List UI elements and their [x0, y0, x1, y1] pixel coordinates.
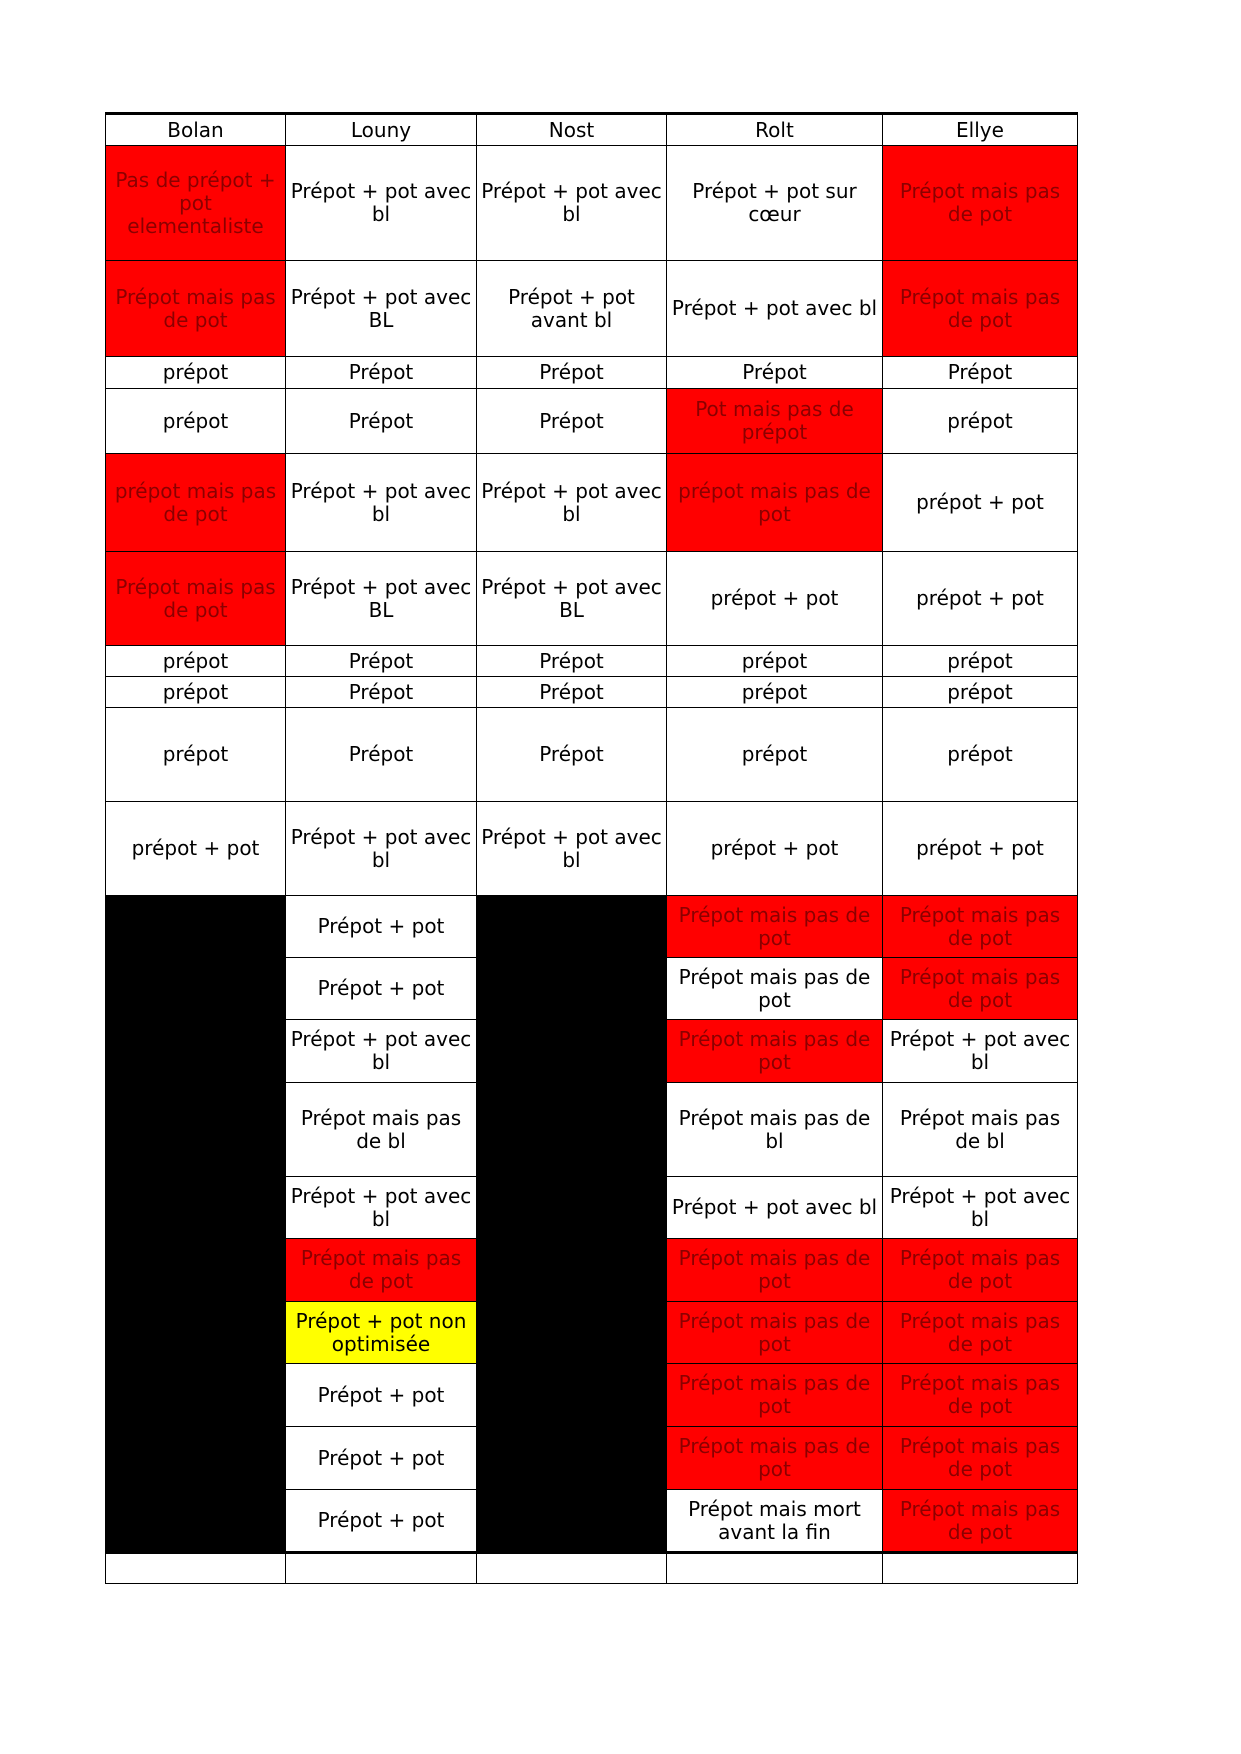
table-row: [106, 1302, 1078, 1364]
table-cell: Prépot + pot avec bl: [883, 1177, 1078, 1239]
table-cell: [883, 1427, 1078, 1490]
table-cell: [106, 1177, 286, 1239]
table-cell: Prépot: [477, 677, 667, 708]
table-cell: prépot: [667, 708, 883, 802]
table-cell: Prépot: [286, 677, 477, 708]
table-cell: Prépot + pot sur cœur: [667, 146, 883, 261]
table-cell: prépot + pot: [883, 454, 1078, 552]
table-cell: [106, 1427, 286, 1490]
table-row: [106, 958, 1078, 1020]
table-cell: [883, 1302, 1078, 1364]
cell-text: Prépot mais pas de pot: [678, 1434, 871, 1481]
table-cell: Prépot + pot non optimisée: [286, 1302, 477, 1364]
table-cell: Prépot: [667, 357, 883, 389]
cell-text: Prépot mais pas de pot: [678, 1371, 871, 1418]
cell-text: prépot mais pas de pot: [678, 478, 871, 526]
table-cell: Prépot mais pas de pot: [667, 958, 883, 1020]
table-cell: [286, 1553, 477, 1584]
table-cell: [667, 1427, 883, 1490]
table-cell: Prépot + pot avec bl: [286, 454, 477, 552]
cell-text: Prépot mais pas de pot: [899, 1308, 1061, 1356]
table-row: [106, 146, 1078, 261]
table-cell: [106, 958, 286, 1020]
table-cell: [106, 1020, 286, 1083]
table-cell: [883, 261, 1078, 357]
table-cell: [106, 1364, 286, 1427]
table-cell: [106, 1302, 286, 1364]
table-cell: [106, 1553, 286, 1584]
table-cell: Prépot: [477, 357, 667, 389]
table-row: [106, 1553, 1078, 1584]
table-cell: Prépot + pot: [286, 1364, 477, 1427]
table-cell: Prépot: [477, 646, 667, 677]
table-row: [106, 1020, 1078, 1083]
table-cell: Prépot + pot avec bl: [477, 454, 667, 552]
table-cell: [883, 896, 1078, 958]
table-row: [106, 646, 1078, 677]
table-cell: [106, 896, 286, 958]
table-row: [106, 802, 1078, 896]
table-row: [106, 708, 1078, 802]
table-cell: [883, 958, 1078, 1020]
table-cell: prépot: [106, 389, 286, 454]
table-row: [106, 677, 1078, 708]
table-cell: Prépot: [286, 389, 477, 454]
table-cell: [667, 1302, 883, 1364]
table-cell: prépot: [106, 646, 286, 677]
cell-text: Prépot mais pas de pot: [899, 902, 1061, 950]
table-cell: prépot: [883, 677, 1078, 708]
cell-text: Prépot mais pas de pot: [678, 902, 871, 950]
cell-text: Prépot mais pas de pot: [115, 284, 276, 332]
table-cell: Prépot: [477, 389, 667, 454]
table-cell: [106, 454, 286, 552]
table-cell: [883, 1553, 1078, 1584]
cell-text: Prépot mais pas de pot: [899, 1496, 1061, 1544]
cell-text: Prépot mais pas de pot: [899, 1371, 1061, 1418]
table-cell: [477, 896, 667, 958]
cell-text: Prépot mais pas de pot: [678, 1246, 871, 1293]
table-cell: [477, 1177, 667, 1239]
table-cell: prépot: [883, 646, 1078, 677]
table-cell: [477, 1020, 667, 1083]
table-row: [106, 357, 1078, 389]
table-cell: Prépot + pot: [286, 1490, 477, 1553]
column-header-rolt: Rolt: [667, 114, 883, 146]
table-row: [106, 1490, 1078, 1553]
cell-text: prépot mais pas de pot: [114, 478, 277, 526]
table-cell: [667, 454, 883, 552]
header-row: [106, 114, 1078, 146]
table-row: [106, 896, 1078, 958]
table-cell: Prépot: [286, 357, 477, 389]
table-cell: Prépot: [477, 708, 667, 802]
table-row: [106, 261, 1078, 357]
table-cell: [477, 958, 667, 1020]
cell-text: Prépot mais pas de pot: [115, 574, 276, 622]
table-cell: [477, 1427, 667, 1490]
table-cell: Prépot + pot avec bl: [286, 1177, 477, 1239]
column-header-bolan: Bolan: [106, 114, 286, 146]
table-cell: Prépot + pot avec bl: [883, 1020, 1078, 1083]
table-cell: [477, 1239, 667, 1302]
table-cell: [477, 1490, 667, 1553]
table-cell: Prépot + pot: [286, 896, 477, 958]
table-cell: Prépot + pot: [286, 1427, 477, 1490]
cell-text: Prépot mais pas de pot: [678, 1308, 871, 1356]
table-cell: prépot + pot: [883, 552, 1078, 646]
results-table: [105, 112, 1078, 1584]
table-cell: [106, 1083, 286, 1177]
table-cell: [106, 1239, 286, 1302]
column-header-louny: Louny: [286, 114, 477, 146]
table-cell: [477, 1364, 667, 1427]
table-cell: Prépot: [286, 708, 477, 802]
table-cell: [106, 261, 286, 357]
table-cell: prépot: [106, 357, 286, 389]
table-cell: prépot + pot: [667, 802, 883, 896]
table-cell: [883, 1239, 1078, 1302]
table-cell: [106, 552, 286, 646]
table-cell: [667, 1364, 883, 1427]
table-cell: [667, 1020, 883, 1083]
table-cell: Prépot + pot avec BL: [286, 552, 477, 646]
table-cell: prépot: [667, 677, 883, 708]
table-cell: [667, 389, 883, 454]
table-cell: [883, 1364, 1078, 1427]
table-cell: [286, 1239, 477, 1302]
table-cell: prépot + pot: [106, 802, 286, 896]
table-cell: [106, 146, 286, 261]
table-cell: [477, 1302, 667, 1364]
table-cell: prépot: [883, 708, 1078, 802]
cell-text: Prépot mais pas de pot: [899, 1434, 1061, 1481]
table-row: [106, 552, 1078, 646]
cell-text: Prépot mais pas de pot: [899, 284, 1061, 332]
table-row: [106, 1427, 1078, 1490]
table-cell: Prépot + pot avec bl: [286, 146, 477, 261]
table-cell: [106, 1490, 286, 1553]
table-cell: [667, 896, 883, 958]
table-row: [106, 389, 1078, 454]
table-row: [106, 1083, 1078, 1177]
table-cell: Prépot + pot avec bl: [667, 261, 883, 357]
table-cell: prépot: [667, 646, 883, 677]
table-cell: Prépot mais pas de bl: [667, 1083, 883, 1177]
cell-text: Prépot mais pas de pot: [678, 1027, 871, 1074]
table-row: [106, 1177, 1078, 1239]
cell-text: Pas de prépot + pot elementaliste: [115, 167, 276, 238]
table-cell: Prépot + pot avec BL: [477, 552, 667, 646]
column-header-ellye: Ellye: [883, 114, 1078, 146]
table-cell: [477, 1083, 667, 1177]
table-cell: Prépot + pot avec bl: [477, 146, 667, 261]
table-cell: Prépot mais pas de bl: [286, 1083, 477, 1177]
table-cell: prépot: [106, 677, 286, 708]
cell-text: Prépot mais pas de pot: [899, 964, 1061, 1012]
table-cell: Prépot + pot avec bl: [667, 1177, 883, 1239]
table-cell: Prépot + pot: [286, 958, 477, 1020]
table-cell: [883, 1490, 1078, 1553]
cell-text: Pot mais pas de prépot: [695, 397, 854, 444]
table-cell: Prépot: [286, 646, 477, 677]
table-cell: Prépot + pot avec bl: [286, 1020, 477, 1083]
table-row: [106, 1239, 1078, 1302]
table-cell: prépot + pot: [883, 802, 1078, 896]
table-cell: Prépot + pot avant bl: [477, 261, 667, 357]
table-cell: Prépot + pot avec bl: [286, 802, 477, 896]
table-cell: prépot + pot: [667, 552, 883, 646]
table-row: [106, 454, 1078, 552]
table-cell: Prépot: [883, 357, 1078, 389]
table-cell: prépot: [883, 389, 1078, 454]
table-cell: Prépot + pot avec BL: [286, 261, 477, 357]
cell-text: Prépot mais pas de pot: [899, 1246, 1061, 1293]
table-cell: [667, 1239, 883, 1302]
table-cell: Prépot mais pas de bl: [883, 1083, 1078, 1177]
table-cell: Prépot + pot avec bl: [477, 802, 667, 896]
table-cell: [477, 1553, 667, 1584]
table-cell: [883, 146, 1078, 261]
table-row: [106, 1364, 1078, 1427]
table-cell: prépot: [106, 708, 286, 802]
table-cell: Prépot mais mort avant la fin: [667, 1490, 883, 1553]
cell-text: Prépot mais pas de pot: [899, 179, 1061, 226]
cell-text: Prépot mais pas de pot: [300, 1246, 462, 1293]
table-cell: [667, 1553, 883, 1584]
column-header-nost: Nost: [477, 114, 667, 146]
